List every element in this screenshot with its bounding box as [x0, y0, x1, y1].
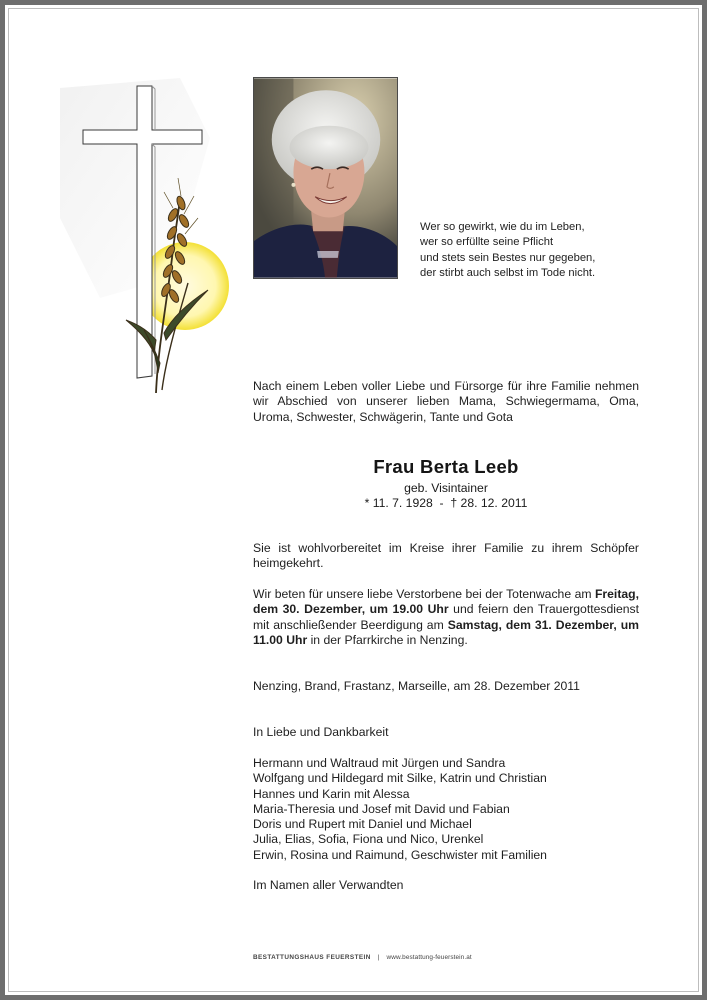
family-line: Doris und Rupert mit Daniel und Michael [253, 817, 472, 832]
footer [253, 954, 472, 961]
portrait-photo [253, 77, 398, 279]
family-list [253, 756, 639, 863]
life-dates: * 11. 7. 1928 - † 28. 12. 2011 [364, 496, 528, 510]
poem-line: wer so erfüllte seine Pflicht [420, 236, 554, 249]
funeral-datetime: Samstag, dem 31. Dezember, um 11.00 Uhr [253, 617, 639, 647]
family-line: Erwin, Rosina und Raimund, Geschwister mit Familien [253, 847, 547, 862]
poem-line: und stets sein Bestes nur gegeben, [420, 251, 596, 264]
footer-separator: | [377, 954, 380, 961]
passing-paragraph: Sie ist wohlvorbereitet im Kreise ihrer Familie zu ihrem Schöpfer heimgekehrt. [253, 541, 639, 571]
poem-line: der stirbt auch selbst im Tode nicht. [420, 266, 596, 279]
place-date: Nenzing, Brand, Frastanz, Marseille, am 28. Dezember 2011 [253, 679, 580, 693]
in-love-line: In Liebe und Dankbarkeit [253, 725, 389, 739]
family-line: Hannes und Karin mit Alessa [253, 786, 410, 801]
footer-website: www.bestattung-feuerstein.at [386, 954, 472, 961]
family-line: Wolfgang und Hildegard mit Silke, Katrin und Christian [253, 771, 547, 786]
service-paragraph [253, 587, 639, 648]
service-text-1: Wir beten für unsere liebe Verstorbene bei der Totenwache am [253, 587, 595, 601]
service-text-3: in der Pfarrkirche in Nenzing. [307, 632, 468, 647]
family-line: Julia, Elias, Sofia, Fiona und Nico, Urenkel [253, 832, 484, 847]
wake-datetime: Freitag, dem 30. Dezember, um 19.00 Uhr [253, 587, 639, 617]
sun-icon [141, 242, 229, 330]
closing-line: Im Namen aller Verwandten [253, 878, 404, 892]
service-text-2: und feiern den Trauergottesdienst mit anschließender Beerdigung am [253, 602, 639, 632]
poem-line: Wer so gewirkt, wie du im Leben, [420, 221, 585, 233]
family-line: Maria-Theresia und Josef mit David und Fabian [253, 801, 510, 816]
deceased-name: Frau Berta Leeb [373, 456, 519, 477]
cross-wheat-ornament [60, 78, 245, 398]
intro-paragraph: Nach einem Leben voller Liebe und Fürsorge für ihre Familie nehmen wir Abschied von unserer lieben Mama, Schwiegermama, Oma, Uroma, Schwester, Schwägerin, Tante und Gota [253, 379, 639, 424]
family-line: Hermann und Waltraud mit Jürgen und Sandra [253, 756, 506, 770]
funeral-home-name: BESTATTUNGSHAUS FEUERSTEIN [253, 954, 371, 961]
maiden-name: geb. Visintainer [404, 481, 488, 495]
deceased-block [253, 456, 639, 510]
memorial-poem [420, 220, 595, 281]
